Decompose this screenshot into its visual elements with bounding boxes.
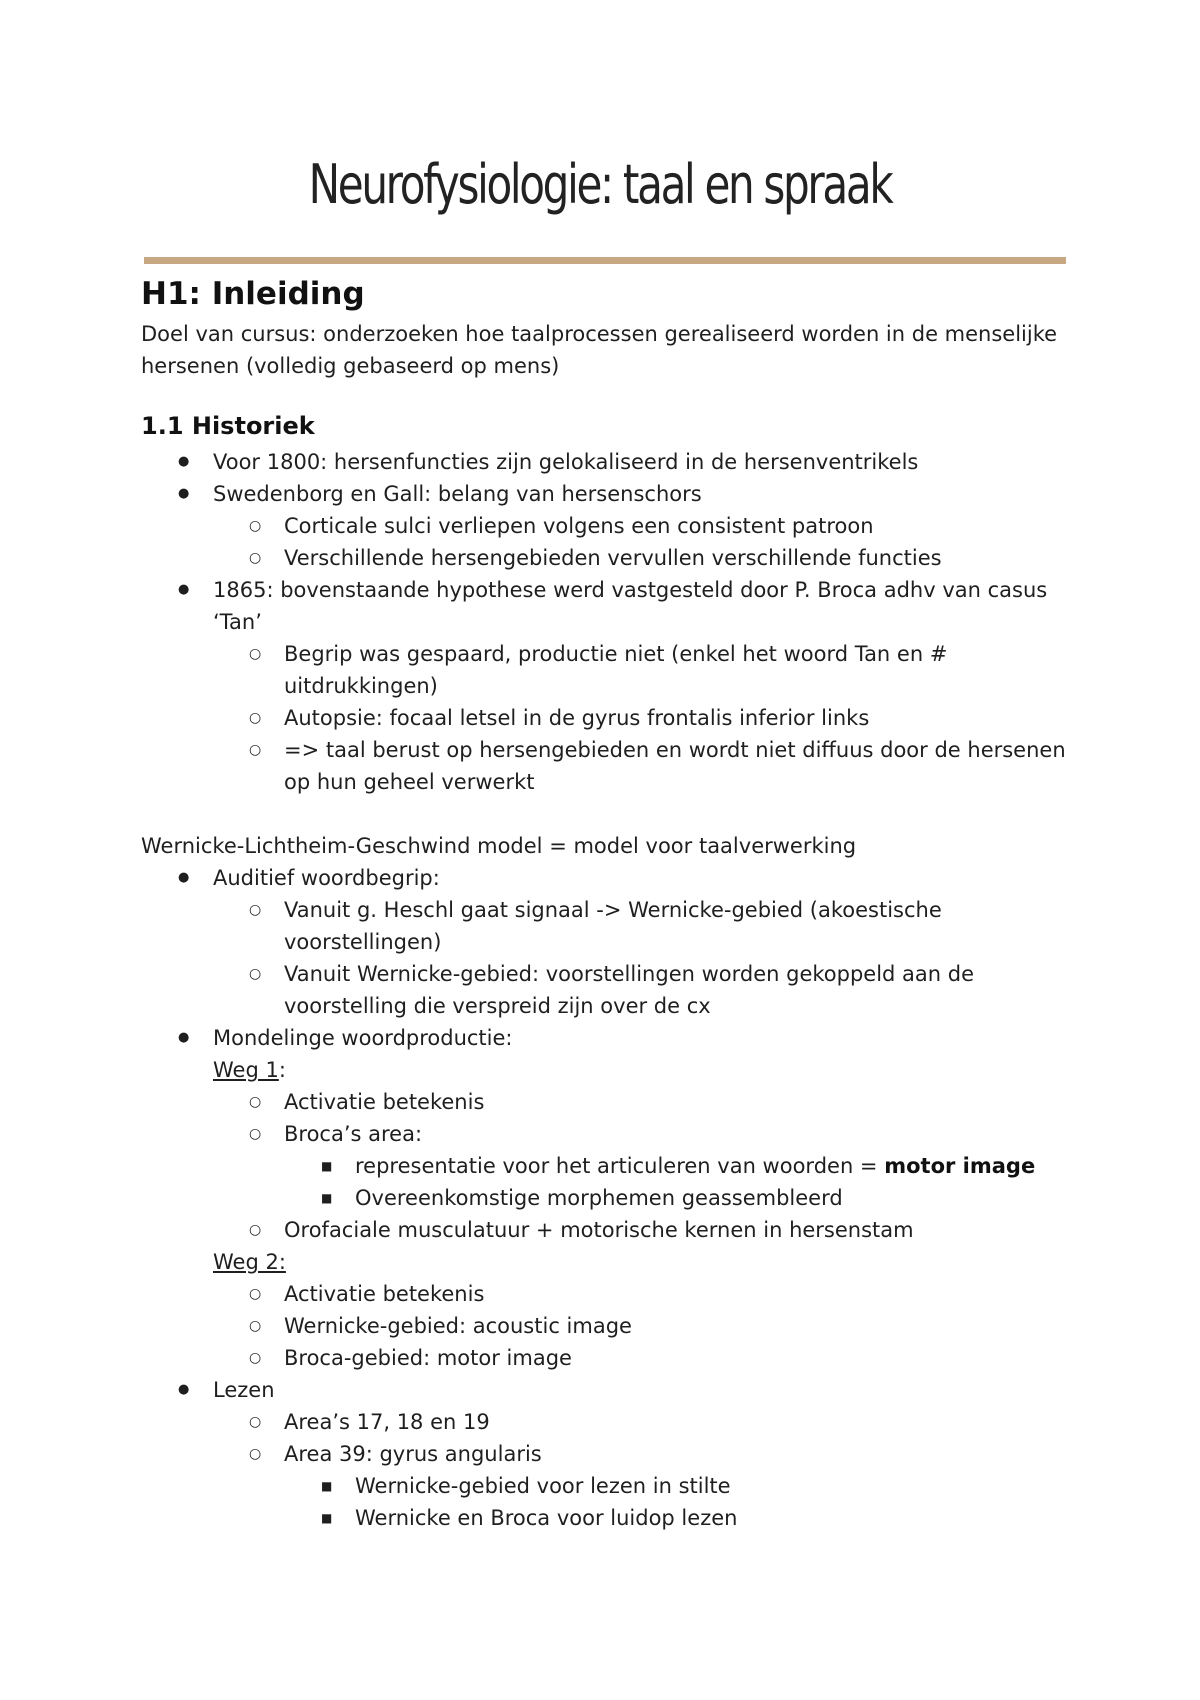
title-divider bbox=[144, 257, 1066, 264]
list-item: ● Lezen bbox=[141, 1374, 1081, 1406]
list-item: ○ Wernicke-gebied: acoustic image bbox=[141, 1310, 1081, 1342]
list-item: ○ Broca’s area: bbox=[141, 1118, 1081, 1150]
intro-paragraph: Doel van cursus: onderzoeken hoe taalprocessen gerealiseerd worden in de menselijke hersenen (volledig gebaseerd op mens) bbox=[141, 322, 1058, 378]
list-item: ● Swedenborg en Gall: belang van hersenschors bbox=[141, 478, 1081, 510]
list-item: ● Auditief woordbegrip: bbox=[141, 862, 1081, 894]
list-item: ● 1865: bovenstaande hypothese werd vastgesteld door P. Broca adhv van casus ‘Tan’ bbox=[141, 574, 1081, 638]
document-title: Neurofysiologie: taal en spraak bbox=[308, 153, 892, 216]
list-item: ○ Autopsie: focaal letsel in de gyrus frontalis inferior links bbox=[141, 702, 1081, 734]
list-item: ○ Begrip was gespaard, productie niet (enkel het woord Tan en # uitdrukkingen) bbox=[141, 638, 1081, 702]
motor-image-text: representatie voor het articuleren van woorden = bbox=[355, 1154, 885, 1178]
list-item: ● Mondelinge woordproductie: bbox=[141, 1022, 1081, 1054]
list-item: ● Voor 1800: hersenfuncties zijn gelokaliseerd in de hersenventrikels bbox=[141, 446, 1081, 478]
list-item: ■ Wernicke-gebied voor lezen in stilte bbox=[141, 1470, 1081, 1502]
model-title: Wernicke-Lichtheim-Geschwind model = model voor taalverwerking bbox=[141, 834, 857, 858]
heading-historiek: 1.1 Historiek bbox=[141, 412, 315, 440]
weg1-label bbox=[141, 1054, 1081, 1086]
heading-h1: H1: Inleiding bbox=[141, 276, 365, 312]
list-item: ○ Vanuit g. Heschl gaat signaal -> Wernicke-gebied (akoestische voorstellingen) bbox=[141, 894, 1081, 958]
list-item: ○ Area’s 17, 18 en 19 bbox=[141, 1406, 1081, 1438]
list-item: ○ Verschillende hersengebieden vervullen verschillende functies bbox=[141, 542, 1081, 574]
weg1-underlined: Weg 1 bbox=[213, 1058, 279, 1082]
list-item bbox=[141, 1150, 1081, 1182]
document-body bbox=[141, 270, 1081, 1534]
weg2-underlined: Weg 2: bbox=[213, 1250, 286, 1274]
list-item: ○ Broca-gebied: motor image bbox=[141, 1342, 1081, 1374]
weg2-label bbox=[141, 1246, 1081, 1278]
motor-image-bold: motor image bbox=[884, 1154, 1036, 1178]
list-item: ■ Overeenkomstige morphemen geassembleerd bbox=[141, 1182, 1081, 1214]
list-item: ○ Activatie betekenis bbox=[141, 1278, 1081, 1310]
list-item: ○ => taal berust op hersengebieden en wordt niet diffuus door de hersenen op hun geheel verwerkt bbox=[141, 734, 1081, 798]
model-list bbox=[141, 862, 1081, 1534]
historiek-list bbox=[141, 446, 1081, 798]
list-item: ○ Vanuit Wernicke-gebied: voorstellingen worden gekoppeld aan de voorstelling die verspreid zijn over de cx bbox=[141, 958, 1081, 1022]
list-item: ■ Wernicke en Broca voor luidop lezen bbox=[141, 1502, 1081, 1534]
list-item: ○ Corticale sulci verliepen volgens een consistent patroon bbox=[141, 510, 1081, 542]
list-item: ○ Orofaciale musculatuur + motorische kernen in hersenstam bbox=[141, 1214, 1081, 1246]
list-item: ○ Area 39: gyrus angularis bbox=[141, 1438, 1081, 1470]
weg1-colon: : bbox=[278, 1058, 286, 1082]
list-item: ○ Activatie betekenis bbox=[141, 1086, 1081, 1118]
